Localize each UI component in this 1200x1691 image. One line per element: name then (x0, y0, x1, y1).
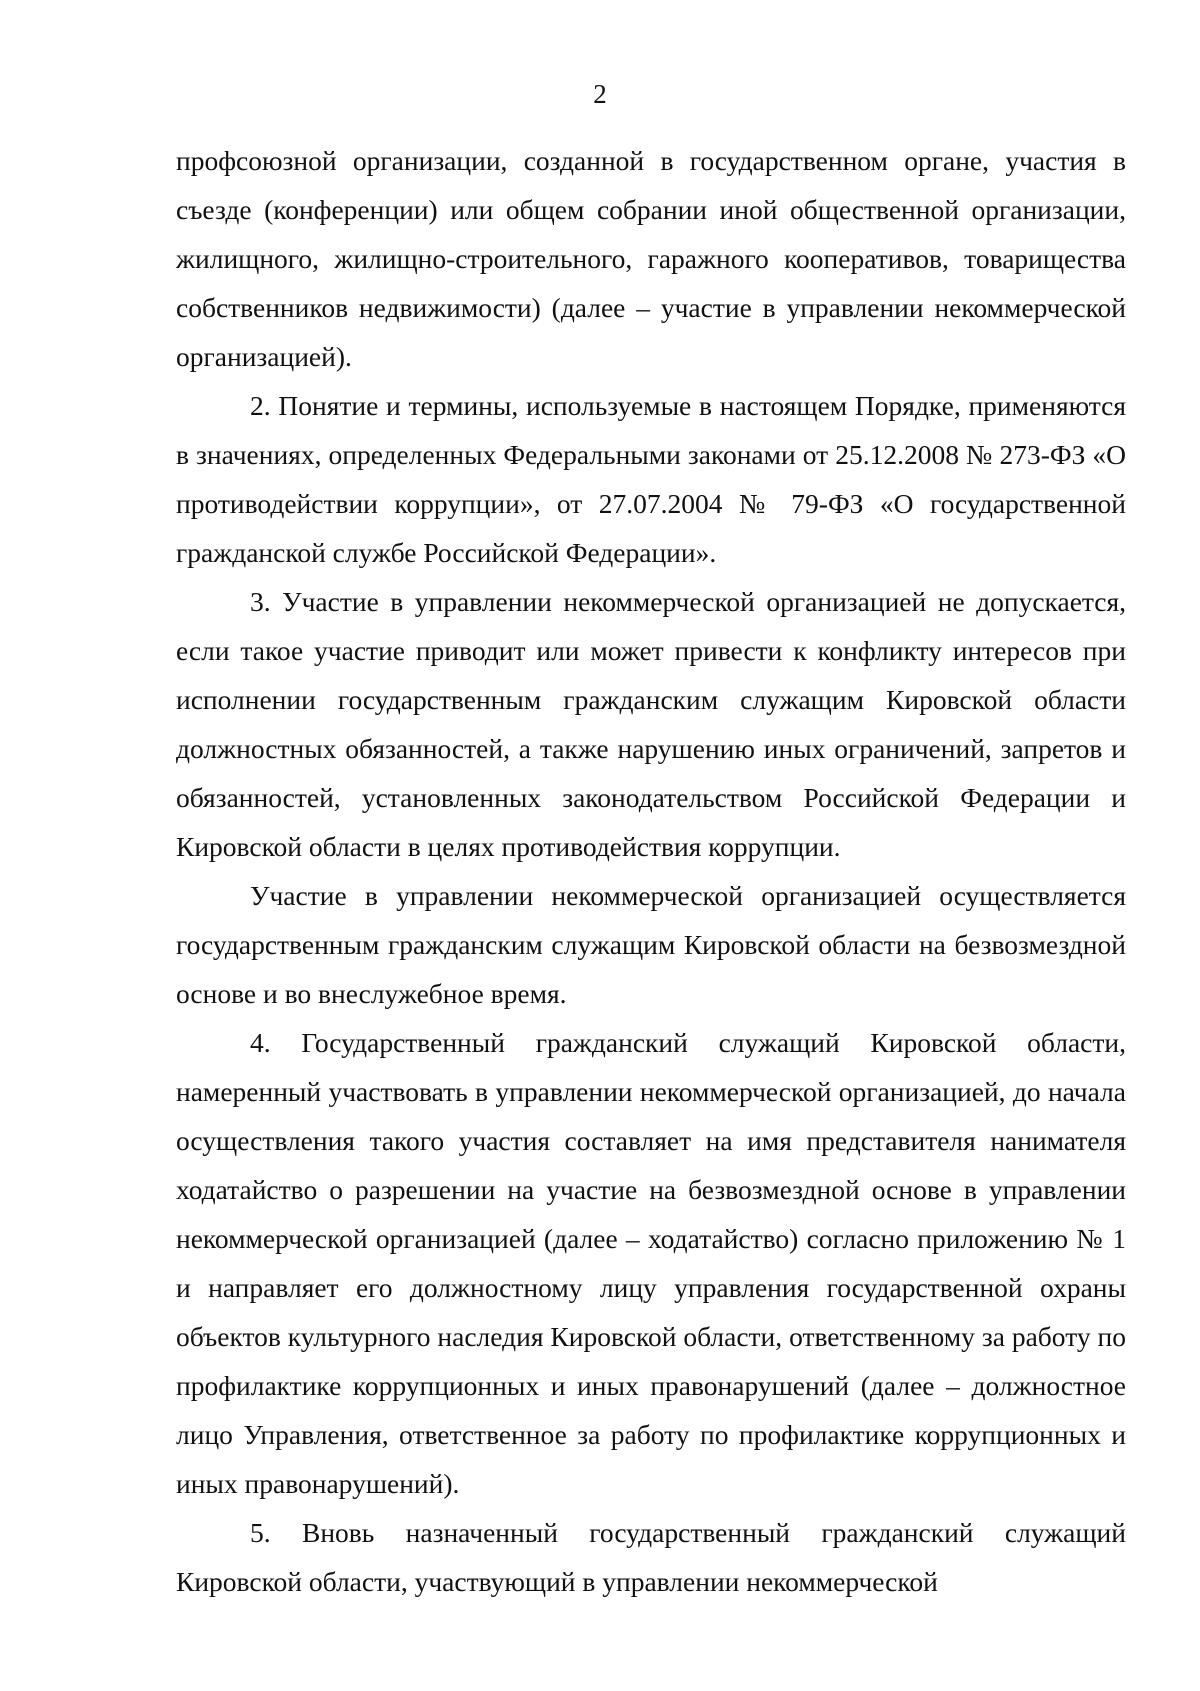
paragraph-continuation: профсоюзной организации, созданной в государственном органе, участия в съезде (конференции) или общем собрании иной общественной организации, жилищного, жилищно-строительного, гаражного кооперативов, товарищества собственников недвижимости) (далее – участие в управлении некоммерческой организацией). (176, 145, 1126, 372)
paragraph-4: 4. Государственный гражданский служащий Кировской области, намеренный участвовать в управлении некоммерческой организацией, до начала осуществления такого участия составляет на имя представителя нанимателя ходатайство о разрешении на участие на безвозмездной основе в управлении некоммерческой организацией (далее – ходатайство) согласно приложению № 1 и направляет его должностному лицу управления государственной охраны объектов культурного наследия Кировской области, ответственному за работу по профилактике коррупционных и иных правонарушений (далее – должностное лицо Управления, ответственное за работу по профилактике коррупционных и иных правонарушений). (176, 1027, 1126, 1499)
page-number: 2 (593, 79, 607, 109)
paragraph-5: 5. Вновь назначенный государственный гражданский служащий Кировской области, участвующий в управлении некоммерческой (176, 1517, 1126, 1597)
document-body (176, 136, 1126, 1606)
paragraph-3: 3. Участие в управлении некоммерческой организацией не допускается, если такое участие приводит или может привести к конфликту интересов при исполнении государственным гражданским служащим Кировской области должностных обязанностей, а также нарушению иных ограничений, запретов и обязанностей, установленных законодательством Российской Федерации и Кировской области в целях противодействия коррупции. (176, 586, 1126, 862)
paragraph-3-continued: Участие в управлении некоммерческой организацией осуществляется государственным гражданским служащим Кировской области на безвозмездной основе и во внеслужебное время. (176, 880, 1126, 1009)
paragraph-2: 2. Понятие и термины, используемые в настоящем Порядке, применяются в значениях, определенных Федеральными законами от 25.12.2008 № 273-ФЗ «О противодействии коррупции», от 27.07.2004 № 79-ФЗ «О государственной гражданской службе Российской Федерации». (176, 390, 1126, 568)
